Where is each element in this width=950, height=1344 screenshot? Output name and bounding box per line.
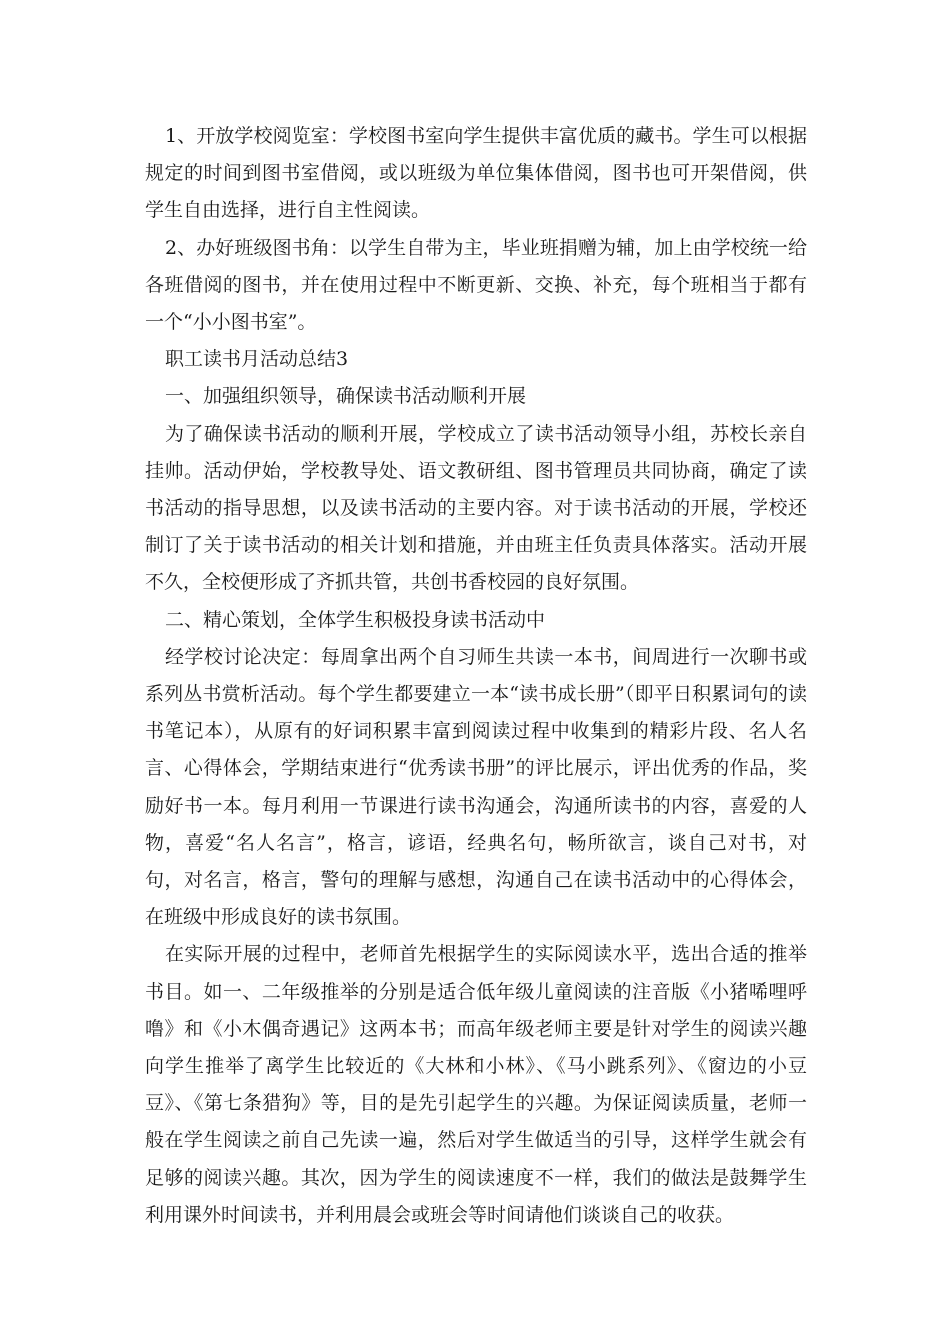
paragraph-practice: 在实际开展的过程中，老师首先根据学生的实际阅读水平，选出合适的推举书目。如一、二年级推举的分别是适合低年级儿童阅读的注音版《小猪唏哩呼噜》和《小木偶奇遇记》这两本书；而高年级老师主要是针对学生的阅读兴趣向学生推举了离学生比较近的《大林和小林》、《马小跳系列》、《窗边的小豆豆》、《第七条猎狗》等，目的是先引起学生的兴趣。为保证阅读质量，老师一般在学生阅读之前自己先读一遍，然后对学生做适当的引导，这样学生就会有足够的阅读兴趣。其次，因为学生的阅读速度不一样，我们的做法是鼓舞学生利用课外时间读书，并利用晨会或班会等时间请他们谈谈自己的收获。 xyxy=(145,943,807,1226)
heading-one: 一、加强组织领导，确保读书活动顺利开展 xyxy=(164,385,526,408)
paragraph-open-reading-room: 1、开放学校阅览室：学校图书室向学生提供丰富优质的藏书。学生可以根据规定的时间到图书室借阅，或以班级为单位集体借阅，图书也可开架借阅，供学生自由选择，进行自主性阅读。 xyxy=(145,125,807,222)
heading-two: 二、精心策划，全体学生积极投身读书活动中 xyxy=(164,608,545,631)
paragraph-leadership: 为了确保读书活动的顺利开展，学校成立了读书活动领导小组，苏校长亲自挂帅。活动伊始，学校教导处、语文教研组、图书管理员共同协商，确定了读书活动的指导思想，以及读书活动的主要内容。对于读书活动的开展，学校还制订了关于读书活动的相关计划和措施，并由班主任负责具体落实。活动开展不久，全校便形成了齐抓共管，共创书香校园的良好氛围。 xyxy=(145,422,807,594)
paragraph-planning: 经学校讨论决定：每周拿出两个自习师生共读一本书，间周进行一次聊书或系列丛书赏析活动。每个学生都要建立一本“读书成长册”（即平日积累词句的读书笔记本），从原有的好词积累丰富到阅读过程中收集到的精彩片段、名人名言、心得体会，学期结束进行“优秀读书册”的评比展示，评出优秀的作品，奖励好书一本。每月利用一节课进行读书沟通会，沟通所读书的内容，喜爱的人物，喜爱“名人名言”，格言，谚语，经典名句，畅所欲言，谈自己对书，对句，对名言，格言，警句的理解与感想，沟通自己在读书活动中的心得体会，在班级中形成良好的读书氛围。 xyxy=(145,645,807,929)
paragraph-class-book-corner: 2、办好班级图书角：以学生自带为主，毕业班捐赠为辅，加上由学校统一给各班借阅的图书，并在使用过程中不断更新、交换、补充，每个班相当于都有一个“小小图书室”。 xyxy=(145,236,807,334)
document-page xyxy=(145,118,807,1234)
section-title: 职工读书月活动总结3 xyxy=(164,348,349,371)
